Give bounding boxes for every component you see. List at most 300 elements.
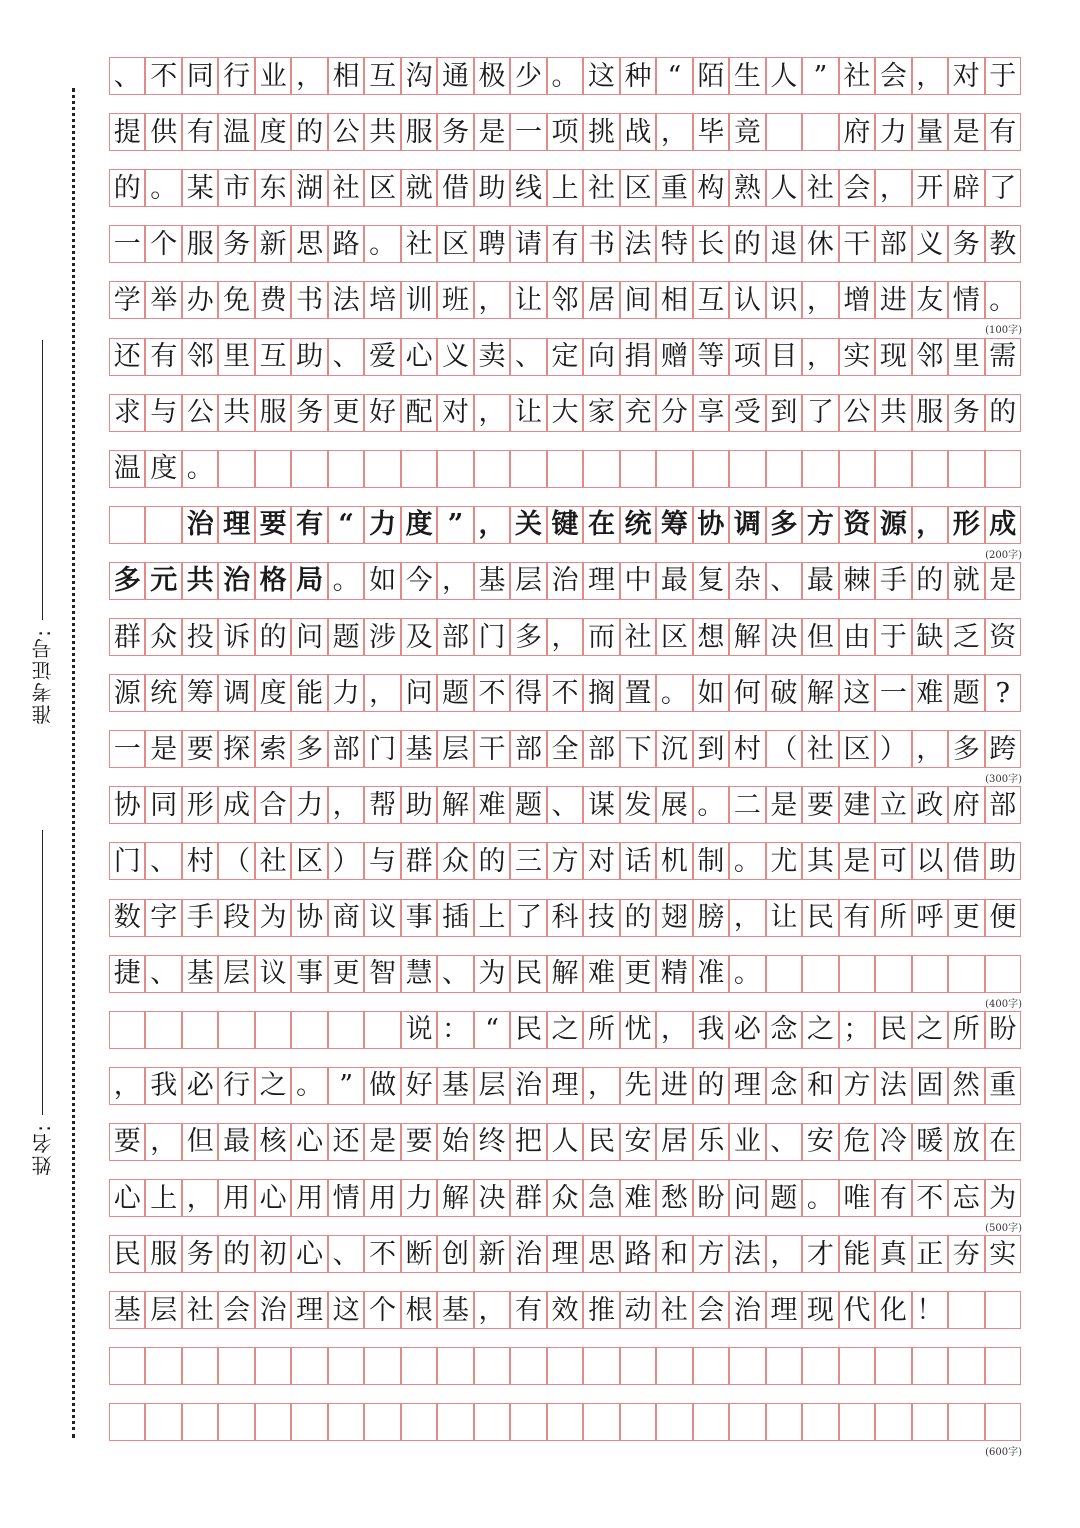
grid-cell: 长 xyxy=(693,225,729,263)
grid-cell xyxy=(583,450,619,488)
grid-cell: 元 xyxy=(145,562,181,600)
grid-cell: 社 xyxy=(328,169,364,207)
grid-cell: 但 xyxy=(182,1123,218,1161)
grid-cell: 情 xyxy=(328,1179,364,1217)
grid-cell: 基 xyxy=(474,562,510,600)
grid-cell: 培 xyxy=(364,281,400,319)
grid-cell xyxy=(839,1347,875,1385)
grid-cell: 政 xyxy=(912,786,948,824)
grid-cell: 服 xyxy=(401,113,437,151)
grid-cell: 要 xyxy=(401,1123,437,1161)
grid-cell: 府 xyxy=(948,786,984,824)
grid-cell: 会 xyxy=(218,1291,254,1329)
grid-cell: 于 xyxy=(985,57,1021,95)
grid-cell: 有 xyxy=(839,899,875,937)
grid-cell: 而 xyxy=(583,618,619,656)
grid-cell: 能 xyxy=(839,1235,875,1273)
grid-cell: 念 xyxy=(766,1067,802,1105)
grid-cell: 解 xyxy=(437,1179,473,1217)
grid-cell: 门 xyxy=(364,730,400,768)
grid-cell: 冷 xyxy=(875,1123,911,1161)
grid-cell: 思 xyxy=(291,225,327,263)
grid-cell xyxy=(401,1403,437,1441)
grid-cell: 东 xyxy=(255,169,291,207)
grid-cell xyxy=(291,1403,327,1441)
grid-cell: 社 xyxy=(583,169,619,207)
grid-cell xyxy=(985,1403,1021,1441)
grid-cell: 合 xyxy=(255,786,291,824)
grid-cell: 充 xyxy=(620,394,656,432)
grid-cell: 力 xyxy=(401,1179,437,1217)
grid-cell: 、 xyxy=(766,1123,802,1161)
grid-cell xyxy=(255,450,291,488)
grid-cell: 心 xyxy=(255,1179,291,1217)
grid-cell: 基 xyxy=(437,1291,473,1329)
grid-cell: 理 xyxy=(291,1291,327,1329)
grid-row xyxy=(110,1235,1022,1273)
grid-cell: 与 xyxy=(145,394,181,432)
grid-cell xyxy=(985,1347,1021,1385)
grid-cell: 社 xyxy=(255,842,291,880)
grid-row xyxy=(110,169,1022,207)
grid-cell: 群 xyxy=(401,842,437,880)
grid-cell: 熟 xyxy=(729,169,765,207)
grid-cell xyxy=(510,1403,546,1441)
grid-cell: 法 xyxy=(620,225,656,263)
grid-cell: 难 xyxy=(474,786,510,824)
grid-cell: 决 xyxy=(766,618,802,656)
grid-cell: 理 xyxy=(218,506,254,544)
grid-row xyxy=(110,1403,1022,1441)
grid-cell: 理 xyxy=(547,1067,583,1105)
grid-cell: 。 xyxy=(364,225,400,263)
grid-cell: 服 xyxy=(912,394,948,432)
grid-cell: 我 xyxy=(145,1067,181,1105)
grid-cell: 、 xyxy=(328,1235,364,1273)
grid-cell: ！ xyxy=(912,1291,948,1329)
grid-cell: 部 xyxy=(437,618,473,656)
grid-cell: 手 xyxy=(182,899,218,937)
grid-cell xyxy=(802,113,838,151)
grid-cell: 休 xyxy=(802,225,838,263)
grid-cell: 会 xyxy=(839,169,875,207)
grid-cell: 、 xyxy=(437,955,473,993)
grid-cell: ， xyxy=(766,1235,802,1273)
grid-cell xyxy=(802,1347,838,1385)
grid-cell: 治 xyxy=(182,506,218,544)
grid-cell: 不 xyxy=(145,57,181,95)
grid-cell xyxy=(948,955,984,993)
grid-cell: ， xyxy=(145,1123,181,1161)
grid-cell: 更 xyxy=(948,899,984,937)
grid-row xyxy=(110,730,1022,768)
grid-cell: 商 xyxy=(328,899,364,937)
grid-cell: 危 xyxy=(839,1123,875,1161)
grid-cell: 题 xyxy=(948,674,984,712)
grid-cell: 举 xyxy=(145,281,181,319)
grid-cell: 借 xyxy=(948,842,984,880)
grid-cell: 是 xyxy=(839,842,875,880)
grid-cell: 搁 xyxy=(583,674,619,712)
grid-cell: 互 xyxy=(364,57,400,95)
grid-cell xyxy=(145,506,181,544)
grid-cell: 助 xyxy=(985,842,1021,880)
grid-cell: 理 xyxy=(547,1235,583,1273)
grid-cell: 部 xyxy=(328,730,364,768)
grid-cell: 方 xyxy=(547,842,583,880)
grid-cell: 众 xyxy=(547,1179,583,1217)
grid-cell: 里 xyxy=(948,338,984,376)
grid-cell: 区 xyxy=(437,225,473,263)
grid-cell: 多 xyxy=(948,730,984,768)
word-count-marker: (400字) xyxy=(985,998,1022,1010)
grid-cell: 对 xyxy=(437,394,473,432)
grid-cell: 增 xyxy=(839,281,875,319)
grid-cell: 心 xyxy=(291,1235,327,1273)
grid-cell: （ xyxy=(766,730,802,768)
grid-cell: 法 xyxy=(729,1235,765,1273)
grid-cell: 不 xyxy=(364,1235,400,1273)
grid-cell: 特 xyxy=(656,225,692,263)
grid-cell: 层 xyxy=(218,955,254,993)
grid-cell: 不 xyxy=(547,674,583,712)
grid-cell xyxy=(255,1403,291,1441)
grid-cell: 、 xyxy=(766,562,802,600)
grid-cell: 科 xyxy=(547,899,583,937)
grid-cell: ， xyxy=(802,338,838,376)
grid-cell: ” xyxy=(328,1067,364,1105)
grid-cell: 能 xyxy=(291,674,327,712)
grid-cell: 互 xyxy=(255,338,291,376)
grid-cell: 费 xyxy=(255,281,291,319)
grid-cell: 、 xyxy=(145,842,181,880)
grid-cell: 乐 xyxy=(693,1123,729,1161)
grid-cell: 之 xyxy=(255,1067,291,1105)
grid-cell: 让 xyxy=(766,899,802,937)
grid-cell: 借 xyxy=(437,169,473,207)
grid-cell: “ xyxy=(656,57,692,95)
grid-cell: 难 xyxy=(583,955,619,993)
grid-cell: 治 xyxy=(510,1235,546,1273)
grid-cell: 念 xyxy=(766,1011,802,1049)
grid-cell: 赠 xyxy=(656,338,692,376)
grid-cell: 为 xyxy=(255,899,291,937)
grid-cell xyxy=(547,450,583,488)
grid-cell: 。 xyxy=(145,169,181,207)
name-label: 姓名: xyxy=(30,1123,55,1176)
grid-cell xyxy=(364,450,400,488)
grid-cell: 新 xyxy=(255,225,291,263)
grid-cell: 决 xyxy=(474,1179,510,1217)
grid-cell: 量 xyxy=(912,113,948,151)
grid-cell xyxy=(620,1347,656,1385)
grid-cell: 人 xyxy=(766,57,802,95)
grid-cell xyxy=(328,1347,364,1385)
grid-cell: （ xyxy=(218,842,254,880)
grid-cell xyxy=(839,955,875,993)
grid-cell: 大 xyxy=(547,394,583,432)
grid-cell: 方 xyxy=(839,1067,875,1105)
grid-cell: 基 xyxy=(401,730,437,768)
grid-cell: 筹 xyxy=(182,674,218,712)
grid-cell: 有 xyxy=(875,1179,911,1217)
grid-row xyxy=(110,842,1022,880)
grid-cell xyxy=(182,1011,218,1049)
grid-cell: 这 xyxy=(328,1291,364,1329)
grid-cell: 了 xyxy=(510,899,546,937)
grid-cell: 根 xyxy=(401,1291,437,1329)
grid-cell: 是 xyxy=(364,1123,400,1161)
grid-cell: 部 xyxy=(985,786,1021,824)
grid-cell: ， xyxy=(912,506,948,544)
grid-cell: 杂 xyxy=(729,562,765,600)
grid-cell: 社 xyxy=(802,730,838,768)
grid-cell: 服 xyxy=(182,225,218,263)
grid-row xyxy=(110,955,1022,993)
grid-cell xyxy=(948,1403,984,1441)
grid-cell: 到 xyxy=(693,730,729,768)
grid-cell: 今 xyxy=(401,562,437,600)
grid-cell: 重 xyxy=(656,169,692,207)
grid-cell: 多 xyxy=(291,730,327,768)
grid-cell: “ xyxy=(328,506,364,544)
grid-cell xyxy=(145,1403,181,1441)
grid-cell: ， xyxy=(547,618,583,656)
grid-cell: 最 xyxy=(218,1123,254,1161)
grid-cell: ， xyxy=(364,674,400,712)
grid-cell: 探 xyxy=(218,730,254,768)
grid-cell: 尤 xyxy=(766,842,802,880)
grid-cell: ， xyxy=(656,113,692,151)
grid-cell xyxy=(875,1347,911,1385)
grid-cell xyxy=(802,1403,838,1441)
grid-cell xyxy=(985,955,1021,993)
grid-cell: 用 xyxy=(364,1179,400,1217)
grid-cell: 的 xyxy=(255,618,291,656)
grid-cell: 所 xyxy=(948,1011,984,1049)
grid-cell: 的 xyxy=(693,1067,729,1105)
grid-cell: 插 xyxy=(437,899,473,937)
grid-cell: 。 xyxy=(291,1067,327,1105)
word-count-marker: (300字) xyxy=(985,774,1022,786)
grid-cell xyxy=(182,1403,218,1441)
grid-cell: 力 xyxy=(875,113,911,151)
grid-cell: 难 xyxy=(620,1179,656,1217)
grid-cell xyxy=(401,1347,437,1385)
grid-cell: 多 xyxy=(766,506,802,544)
grid-cell: 最 xyxy=(656,562,692,600)
grid-cell: 力 xyxy=(291,786,327,824)
grid-cell: 书 xyxy=(583,225,619,263)
grid-cell: 务 xyxy=(218,225,254,263)
grid-cell: 力 xyxy=(328,674,364,712)
grid-cell: 更 xyxy=(620,955,656,993)
grid-cell: 要 xyxy=(109,1123,145,1161)
grid-cell: 诉 xyxy=(218,618,254,656)
grid-cell: 三 xyxy=(510,842,546,880)
grid-row xyxy=(110,618,1022,656)
grid-cell: 的 xyxy=(291,113,327,151)
grid-cell: 层 xyxy=(474,1067,510,1105)
grid-cell: 辟 xyxy=(948,169,984,207)
grid-row xyxy=(110,1347,1022,1385)
grid-cell: 形 xyxy=(182,786,218,824)
grid-cell: 、 xyxy=(510,338,546,376)
grid-cell: 然 xyxy=(948,1067,984,1105)
grid-cell xyxy=(656,450,692,488)
exam-number-label: 准考证号: xyxy=(30,628,55,725)
grid-cell: 筹 xyxy=(656,506,692,544)
grid-cell: 忧 xyxy=(620,1011,656,1049)
grid-cell: 班 xyxy=(437,281,473,319)
grid-cell: 最 xyxy=(802,562,838,600)
grid-row xyxy=(110,1123,1022,1161)
grid-cell: 上 xyxy=(547,169,583,207)
grid-cell: 温 xyxy=(109,450,145,488)
grid-cell: 下 xyxy=(620,730,656,768)
grid-cell xyxy=(474,1403,510,1441)
grid-cell: 心 xyxy=(291,1123,327,1161)
grid-cell: 生 xyxy=(729,57,765,95)
grid-cell: 沉 xyxy=(656,730,692,768)
grid-cell: 资 xyxy=(839,506,875,544)
grid-cell: 部 xyxy=(875,225,911,263)
grid-cell: 制 xyxy=(693,842,729,880)
grid-cell: 手 xyxy=(875,562,911,600)
grid-cell: 但 xyxy=(802,618,838,656)
grid-cell: 众 xyxy=(437,842,473,880)
grid-cell: 互 xyxy=(693,281,729,319)
grid-cell: 邻 xyxy=(182,338,218,376)
grid-cell: 代 xyxy=(839,1291,875,1329)
grid-cell: 唯 xyxy=(839,1179,875,1217)
grid-cell: 数 xyxy=(109,899,145,937)
grid-cell: ， xyxy=(474,506,510,544)
word-count-marker: (100字) xyxy=(985,325,1022,337)
grid-cell: 必 xyxy=(182,1067,218,1105)
grid-cell: 准 xyxy=(693,955,729,993)
grid-cell: 里 xyxy=(218,338,254,376)
grid-cell: ， xyxy=(912,730,948,768)
grid-cell: 义 xyxy=(912,225,948,263)
grid-cell: 之 xyxy=(912,1011,948,1049)
grid-cell: 治 xyxy=(729,1291,765,1329)
grid-cell: 的 xyxy=(109,169,145,207)
grid-cell: 始 xyxy=(437,1123,473,1161)
grid-cell: 是 xyxy=(766,786,802,824)
grid-row xyxy=(110,225,1022,263)
grid-cell: 及 xyxy=(401,618,437,656)
grid-cell xyxy=(693,1347,729,1385)
grid-cell: ： xyxy=(437,1011,473,1049)
grid-cell: 请 xyxy=(510,225,546,263)
grid-cell: 还 xyxy=(109,338,145,376)
grid-cell xyxy=(437,450,473,488)
grid-cell: 做 xyxy=(364,1067,400,1105)
grid-cell: 安 xyxy=(620,1123,656,1161)
grid-cell: 卖 xyxy=(474,338,510,376)
grid-cell: 家 xyxy=(583,394,619,432)
grid-cell xyxy=(693,1403,729,1441)
grid-cell: 认 xyxy=(729,281,765,319)
grid-cell: 沟 xyxy=(401,57,437,95)
grid-cell xyxy=(182,1347,218,1385)
grid-cell: 。 xyxy=(656,674,692,712)
grid-cell: 公 xyxy=(839,394,875,432)
grid-cell: 提 xyxy=(109,113,145,151)
grid-cell: 行 xyxy=(218,1067,254,1105)
grid-cell: 为 xyxy=(985,1179,1021,1217)
grid-cell: 、 xyxy=(145,955,181,993)
grid-cell: 缺 xyxy=(912,618,948,656)
grid-cell: ? xyxy=(985,674,1021,712)
grid-cell: ） xyxy=(328,842,364,880)
grid-cell xyxy=(985,1291,1021,1329)
grid-cell: 分 xyxy=(656,394,692,432)
grid-cell: 放 xyxy=(948,1123,984,1161)
grid-cell: 协 xyxy=(291,899,327,937)
grid-cell: 统 xyxy=(145,674,181,712)
grid-cell: 题 xyxy=(328,618,364,656)
grid-cell: 有 xyxy=(985,113,1021,151)
grid-cell: ， xyxy=(437,562,473,600)
grid-cell: 要 xyxy=(182,730,218,768)
grid-cell: ， xyxy=(474,394,510,432)
grid-cell: 免 xyxy=(218,281,254,319)
grid-cell: 理 xyxy=(766,1291,802,1329)
grid-cell: 解 xyxy=(547,955,583,993)
grid-cell xyxy=(620,450,656,488)
grid-cell: 还 xyxy=(328,1123,364,1161)
grid-cell: ， xyxy=(583,1067,619,1105)
grid-cell: 暖 xyxy=(912,1123,948,1161)
grid-cell: ， xyxy=(802,281,838,319)
grid-cell xyxy=(839,1403,875,1441)
grid-cell: 是 xyxy=(145,730,181,768)
grid-cell xyxy=(109,1011,145,1049)
grid-cell: 捐 xyxy=(620,338,656,376)
grid-cell: 社 xyxy=(802,169,838,207)
grid-cell: 的 xyxy=(474,842,510,880)
grid-cell: 段 xyxy=(218,899,254,937)
grid-cell: 必 xyxy=(729,1011,765,1049)
grid-cell: 社 xyxy=(839,57,875,95)
grid-cell: 某 xyxy=(182,169,218,207)
grid-cell: 种 xyxy=(620,57,656,95)
grid-cell: 一 xyxy=(510,113,546,151)
grid-cell: 。 xyxy=(547,57,583,95)
grid-cell: 相 xyxy=(656,281,692,319)
grid-cell: 让 xyxy=(510,394,546,432)
grid-cell: 中 xyxy=(620,562,656,600)
grid-cell: 思 xyxy=(583,1235,619,1273)
grid-cell: 同 xyxy=(145,786,181,824)
grid-cell: 干 xyxy=(474,730,510,768)
grid-cell: 精 xyxy=(656,955,692,993)
grid-cell: 上 xyxy=(474,899,510,937)
grid-cell: 于 xyxy=(875,618,911,656)
grid-cell: 源 xyxy=(109,674,145,712)
grid-cell: 共 xyxy=(182,562,218,600)
grid-cell: 务 xyxy=(291,394,327,432)
grid-cell: 涉 xyxy=(364,618,400,656)
grid-cell: 上 xyxy=(145,1179,181,1217)
grid-cell: ， xyxy=(656,1011,692,1049)
grid-cell: 基 xyxy=(109,1291,145,1329)
grid-cell: 的 xyxy=(912,562,948,600)
grid-cell: 棘 xyxy=(839,562,875,600)
grid-cell: 、 xyxy=(109,57,145,95)
